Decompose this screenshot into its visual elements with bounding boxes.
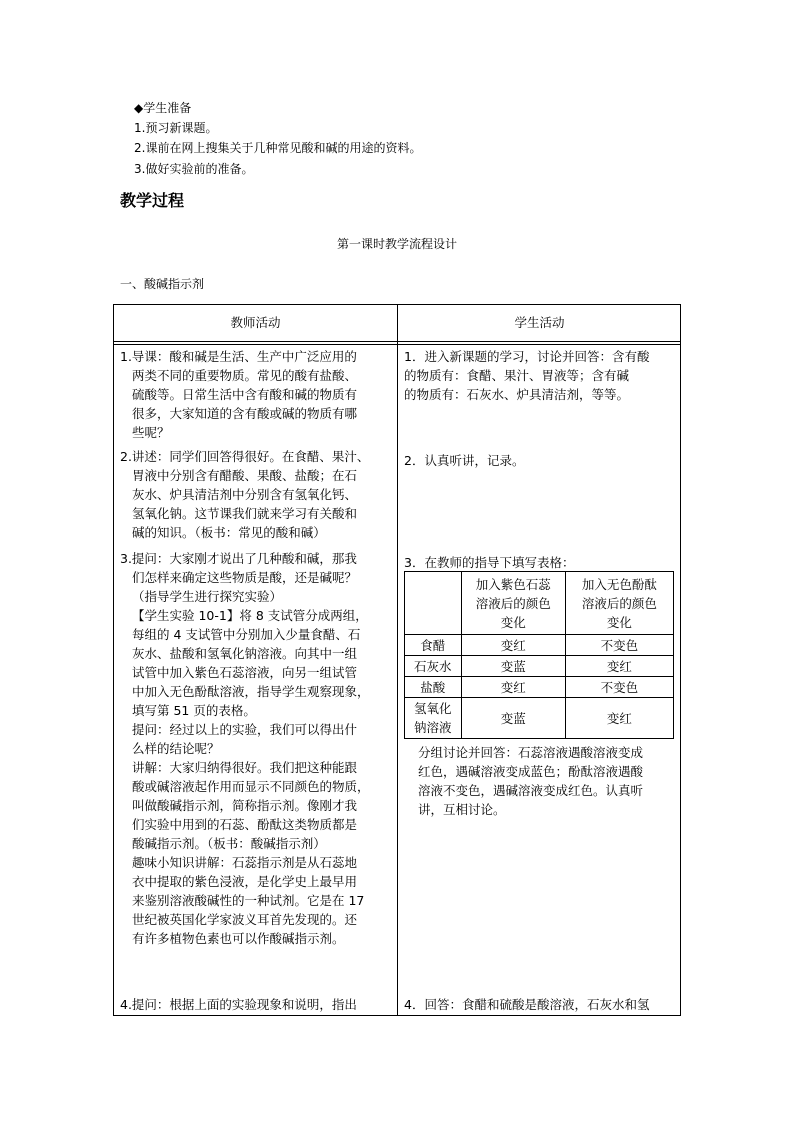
phenol-result: 变红 bbox=[565, 656, 673, 677]
teacher-step-1: 1.导课：酸和碱是生活、生产中广泛应用的 两类不同的重要物质。常见的酸有盐酸、 硫酸等。日常生活中含有酸和碱的物质有 很多，大家知道的含有酸或碱的物质有哪 些呢？ bbox=[120, 349, 358, 440]
prep-item-3: 3.做好实验前的准备。 bbox=[134, 162, 254, 176]
prep-item-2: 2.课前在网上搜集关于几种常见酸和碱的用途的资料。 bbox=[134, 141, 422, 155]
table-row bbox=[405, 698, 674, 739]
row-label: 食醋 bbox=[405, 635, 462, 656]
header-divider bbox=[114, 341, 680, 345]
litmus-result: 变红 bbox=[461, 635, 565, 656]
teacher-step-4: 4.提问：根据上面的实验现象和说明，指出 bbox=[120, 997, 357, 1012]
lesson-table bbox=[113, 304, 681, 1016]
student-step-4: 4．回答：食醋和硫酸是酸溶液，石灰水和氢 bbox=[404, 997, 650, 1012]
litmus-result: 变蓝 bbox=[461, 698, 565, 739]
header-student: 学生活动 bbox=[514, 315, 565, 330]
teacher-step-2: 2.讲述：同学们回答得很好。在食醋、果汁、 胃液中分别含有醋酸、果酸、盐酸；在石 灰水、炉具清洁剂中分别含有氢氧化钙、 氢氧化钠。这节课我们就来学习有关酸和 碱的知识。（板书：常见的酸和碱） bbox=[120, 449, 370, 540]
prep-item-1: 1.预习新课题。 bbox=[134, 121, 218, 135]
student-step-2: 2．认真听讲，记录。 bbox=[404, 453, 525, 468]
litmus-result: 变红 bbox=[461, 677, 565, 698]
table-row bbox=[405, 677, 674, 698]
student-step-3: 3．在教师的指导下填写表格： bbox=[404, 555, 575, 570]
row-label: 石灰水 bbox=[405, 656, 462, 677]
teacher-step-3: 3.提问：大家刚才说出了几种酸和碱，那我 们怎样来确定这些物质是酸，还是碱呢？ （指导学生进行探究实验） 【学生实验 10-1】将 8 支试管分成两组， 每组的 4 支试管中分别加入少量食醋、石 灰水、盐酸和氢氧化钠溶液。向其中一组 试管中加入紫色石蕊溶液，向另一组试管 中加入无色酚酞溶液，指导学生观察现象， 填写第 51 页的表格。 提问：经过以上的实验，我们可以得出什 么样的结论呢？ 讲解：大家归纳得很好。我们把这种能跟 酸或碱溶液起作用而显示不同颜色的物质， 叫做酸碱指示剂，简称指示剂。像刚才我 们实验中用到的石蕊、酚酞这类物质都是 酸碱指示剂。（板书：酸碱指示剂） 趣味小知识讲解：石蕊指示剂是从石蕊地 衣中提取的紫色浸液，是化学史上最早用 来鉴别溶液酸碱性的一种试剂。它是在 17 世纪被英国化学家波义耳首先发现的。还 有许多植物色素也可以作酸碱指示剂。 bbox=[120, 551, 370, 946]
table-row bbox=[405, 635, 674, 656]
indicator-result-table bbox=[404, 571, 674, 739]
inner-header-phenol: 加入无色酚酞 溶液后的颜色 变化 bbox=[565, 572, 673, 635]
student-step-1: 1．进入新课题的学习，讨论并回答：含有酸 的物质有：食醋、果汁、胃液等；含有碱 的物质有：石灰水、炉具清洁剂，等等。 bbox=[404, 349, 650, 402]
row-label: 氢氧化 钠溶液 bbox=[405, 698, 462, 739]
phenol-result: 不变色 bbox=[565, 635, 673, 656]
row-label: 盐酸 bbox=[405, 677, 462, 698]
student-group-discussion: 分组讨论并回答：石蕊溶液遇酸溶液变成 红色，遇碱溶液变成蓝色；酚酞溶液遇酸 溶液不变色，遇碱溶液变成红色。认真听 讲，互相讨论。 bbox=[418, 745, 644, 817]
inner-header-litmus: 加入紫色石蕊 溶液后的颜色 变化 bbox=[461, 572, 565, 635]
lesson-title: 第一课时教学流程设计 bbox=[336, 237, 457, 251]
process-title: 教学过程 bbox=[120, 191, 185, 210]
column-divider bbox=[397, 305, 398, 1015]
phenol-result: 变红 bbox=[565, 698, 673, 739]
student-prep-heading: ◆学生准备 bbox=[134, 101, 192, 115]
inner-corner-cell bbox=[405, 572, 462, 635]
phenol-result: 不变色 bbox=[565, 677, 673, 698]
table-row bbox=[405, 656, 674, 677]
header-teacher: 教师活动 bbox=[230, 315, 281, 330]
litmus-result: 变蓝 bbox=[461, 656, 565, 677]
section-title: 一、酸碱指示剂 bbox=[120, 277, 205, 291]
inner-header-row bbox=[405, 572, 674, 635]
